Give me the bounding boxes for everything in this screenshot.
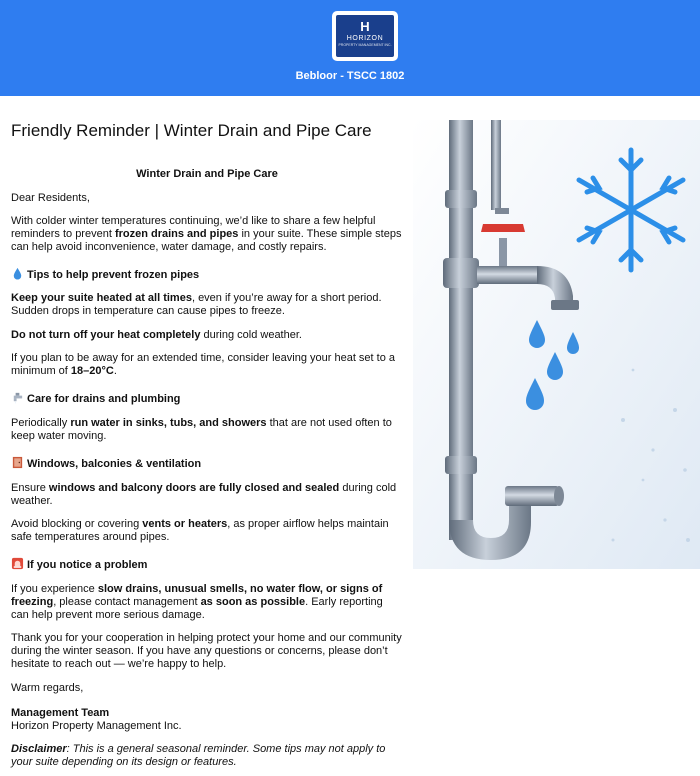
logo-subtitle: PROPERTY MANAGEMENT INC. — [338, 43, 392, 47]
frozen-pipe-illustration — [413, 120, 700, 569]
closing: Warm regards, — [11, 682, 84, 694]
faucet-icon — [11, 391, 24, 404]
section-heading-problem: If you notice a problem — [11, 557, 147, 572]
windows-paragraph: Ensure windows and balcony doors are fully closed and sealed during cold weather. — [11, 482, 397, 507]
main-pipe — [449, 120, 473, 540]
problem-paragraph: If you experience slow drains, unusual smells, no water flow, or signs of freezing, please contact management as soon as possible. Early reporting can help prevent more serious damage. — [11, 583, 383, 621]
water-drop-icon — [11, 267, 24, 280]
disclaimer: Disclaimer: This is a general seasonal reminder. Some tips may not apply to your suite depending on its design or features. — [11, 743, 386, 768]
section-heading-frozen-pipes: Tips to help prevent frozen pipes — [11, 267, 199, 282]
intro-paragraph: With colder winter temperatures continuing, we’d like to share a few helpful reminders to prevent frozen drains and pipes in your suite. These simple steps can help avoid inconvenience, water damage, and costly repairs. — [11, 215, 402, 253]
email-header — [0, 0, 700, 96]
section-heading-drains: Care for drains and plumbing — [11, 391, 180, 406]
email-title: Friendly Reminder | Winter Drain and Pipe Care — [11, 121, 372, 140]
logo-name: HORIZON — [346, 35, 384, 42]
siren-icon — [11, 557, 24, 570]
logo-mark: H — [360, 19, 370, 34]
faucet-tee — [443, 258, 479, 288]
signature: Management Team Horizon Property Management Inc. — [11, 707, 182, 732]
thin-pipe — [491, 120, 501, 210]
tip-keep-heated: Keep your suite heated at all times, even if you’re away for a short period. Sudden drops in temperature can cause pipes to freeze. — [11, 292, 382, 317]
greeting: Dear Residents, — [11, 192, 90, 204]
section-heading-windows: Windows, balconies & ventilation — [11, 456, 201, 471]
tip-away-temperature: If you plan to be away for an extended time, consider leaving your heat set to a minimum of 18–20°C. — [11, 352, 396, 377]
vents-paragraph: Avoid blocking or covering vents or heaters, as proper airflow helps maintain safe temperatures around pipes. — [11, 518, 389, 543]
email-subtitle: Winter Drain and Pipe Care — [136, 168, 278, 180]
company-logo — [332, 11, 398, 61]
thanks-paragraph: Thank you for your cooperation in helping protect your home and our community during the winter season. If you have any questions or concerns, please don’t hesitate to reach out — we’re happy to help. — [11, 632, 402, 670]
valve-handle — [481, 224, 525, 232]
tip-heat-on: Do not turn off your heat completely during cold weather. — [11, 329, 302, 341]
door-icon — [11, 456, 24, 469]
building-name: Bebloor - TSCC 1802 — [295, 70, 405, 82]
drain-paragraph: Periodically run water in sinks, tubs, and showers that are not used often to keep water moving. — [11, 417, 392, 442]
